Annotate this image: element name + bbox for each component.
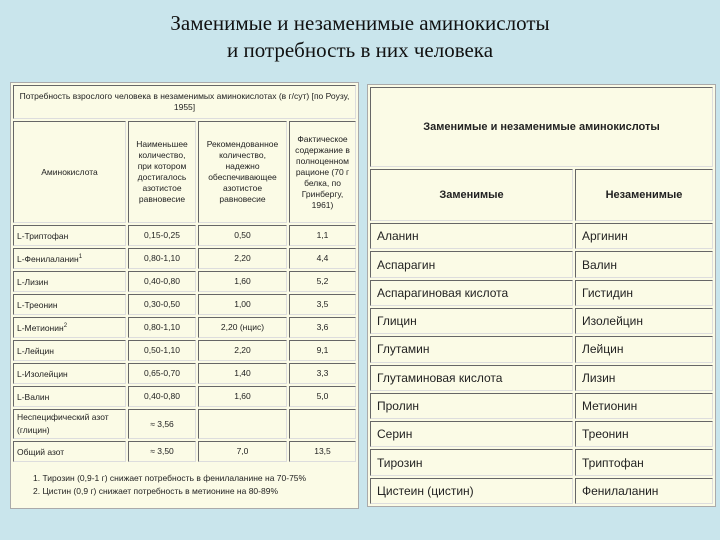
nonessential-acid: Аспарагин [370,251,573,277]
amino-acid-name: Общий азот [13,441,126,462]
nonessential-acid: Глутамин [370,336,573,362]
actual-amount: 4,4 [289,248,356,269]
table-row [370,365,713,391]
min-amount: 0,30-0,50 [128,294,196,315]
table-caption: Заменимые и незаменимые аминокислоты [370,87,713,167]
recommended-amount: 2,20 [198,248,287,269]
amino-acids-table [367,84,716,507]
min-amount: 0,15-0,25 [128,225,196,246]
essential-acid: Гистидин [575,280,713,306]
recommended-amount: 2,20 [198,340,287,361]
essential-acid: Треонин [575,421,713,447]
nonessential-acid: Аспарагиновая кислота [370,280,573,306]
footnote: 1. Тирозин (0,9-1 г) снижает потребность в фенилаланине на 70-75% [33,473,307,483]
column-header: Наименьшее количество, при котором достигалось азотистое равновесие [128,121,196,223]
table-row [13,294,356,315]
slide-title-line1: Заменимые и незаменимые аминокислоты [170,11,550,35]
slide-title-line2: и потребность в них человека [226,38,494,62]
essential-acid: Лизин [575,365,713,391]
amino-acid-name: L-Изолейцин [13,363,126,384]
nonessential-acid: Тирозин [370,449,573,475]
essential-acid: Валин [575,251,713,277]
recommended-amount: 1,00 [198,294,287,315]
recommended-amount: 0,50 [198,225,287,246]
column-header: Незаменимые [575,169,713,222]
min-amount: 0,50-1,10 [128,340,196,361]
column-header: Аминокислота [13,121,126,223]
recommended-amount: 1,40 [198,363,287,384]
table-row [13,271,356,292]
table-row [370,336,713,362]
table-row [13,363,356,384]
recommended-amount [198,409,287,439]
column-header: Фактическое содержание в полноценном рационе (70 г белка, по Гринбергу, 1961) [289,121,356,223]
table-row [13,386,356,407]
essential-acid: Лейцин [575,336,713,362]
actual-amount: 9,1 [289,340,356,361]
actual-amount [289,409,356,439]
actual-amount: 3,5 [289,294,356,315]
min-amount: 0,65-0,70 [128,363,196,384]
min-amount: ≈ 3,56 [128,409,196,439]
essential-acid: Метионин [575,393,713,419]
min-amount: 0,80-1,10 [128,248,196,269]
recommended-amount: 7,0 [198,441,287,462]
nonessential-acid: Глицин [370,308,573,334]
table-row [370,478,713,504]
actual-amount: 1,1 [289,225,356,246]
actual-amount: 3,3 [289,363,356,384]
slide-title [0,10,720,64]
table-row [370,308,713,334]
footnotes [13,464,356,506]
column-header: Рекомендованное количество, надежно обеспечивающее азотистое равновесие [198,121,287,223]
essential-acid: Фенилаланин [575,478,713,504]
amino-acid-name: L-Лизин [13,271,126,292]
column-header: Заменимые [370,169,573,222]
essential-acid: Триптофан [575,449,713,475]
amino-acid-name: L-Фенилаланин$^1$ [13,248,126,269]
table-row [370,223,713,249]
nonessential-acid: Цистеин (цистин) [370,478,573,504]
table-row [13,441,356,462]
nonessential-acid: Аланин [370,223,573,249]
table-caption: Потребность взрослого человека в незаменимых аминокислотах (в г/сут) [по Роузу, 1955] [13,85,356,119]
table-row [13,340,356,361]
nonessential-acid: Серин [370,421,573,447]
amino-acid-name: L-Треонин [13,294,126,315]
table-row [370,393,713,419]
min-amount: 0,40-0,80 [128,271,196,292]
min-amount: 0,40-0,80 [128,386,196,407]
amino-acid-name: L-Метионин$^2$ [13,317,126,338]
table-row [13,225,356,246]
table-row [13,409,356,439]
requirements-table [10,82,359,509]
essential-acid: Изолейцин [575,308,713,334]
amino-acid-name: L-Лейцин [13,340,126,361]
amino-acid-name: Неспецифический азот (глицин) [13,409,126,439]
amino-acid-name: L-Триптофан [13,225,126,246]
recommended-amount: 1,60 [198,271,287,292]
table-row [370,421,713,447]
recommended-amount: 1,60 [198,386,287,407]
actual-amount: 3,6 [289,317,356,338]
table-row [370,251,713,277]
min-amount: ≈ 3,50 [128,441,196,462]
actual-amount: 5,2 [289,271,356,292]
table-row [13,248,356,269]
table-row [370,280,713,306]
actual-amount: 13,5 [289,441,356,462]
footnote: 2. Цистин (0,9 г) снижает потребность в метионине на 80-89% [33,486,278,496]
essential-acid: Аргинин [575,223,713,249]
actual-amount: 5,0 [289,386,356,407]
table-row [370,449,713,475]
table-row [13,317,356,338]
recommended-amount: 2,20 (нцис) [198,317,287,338]
amino-acid-name: L-Валин [13,386,126,407]
min-amount: 0,80-1,10 [128,317,196,338]
nonessential-acid: Пролин [370,393,573,419]
nonessential-acid: Глутаминовая кислота [370,365,573,391]
